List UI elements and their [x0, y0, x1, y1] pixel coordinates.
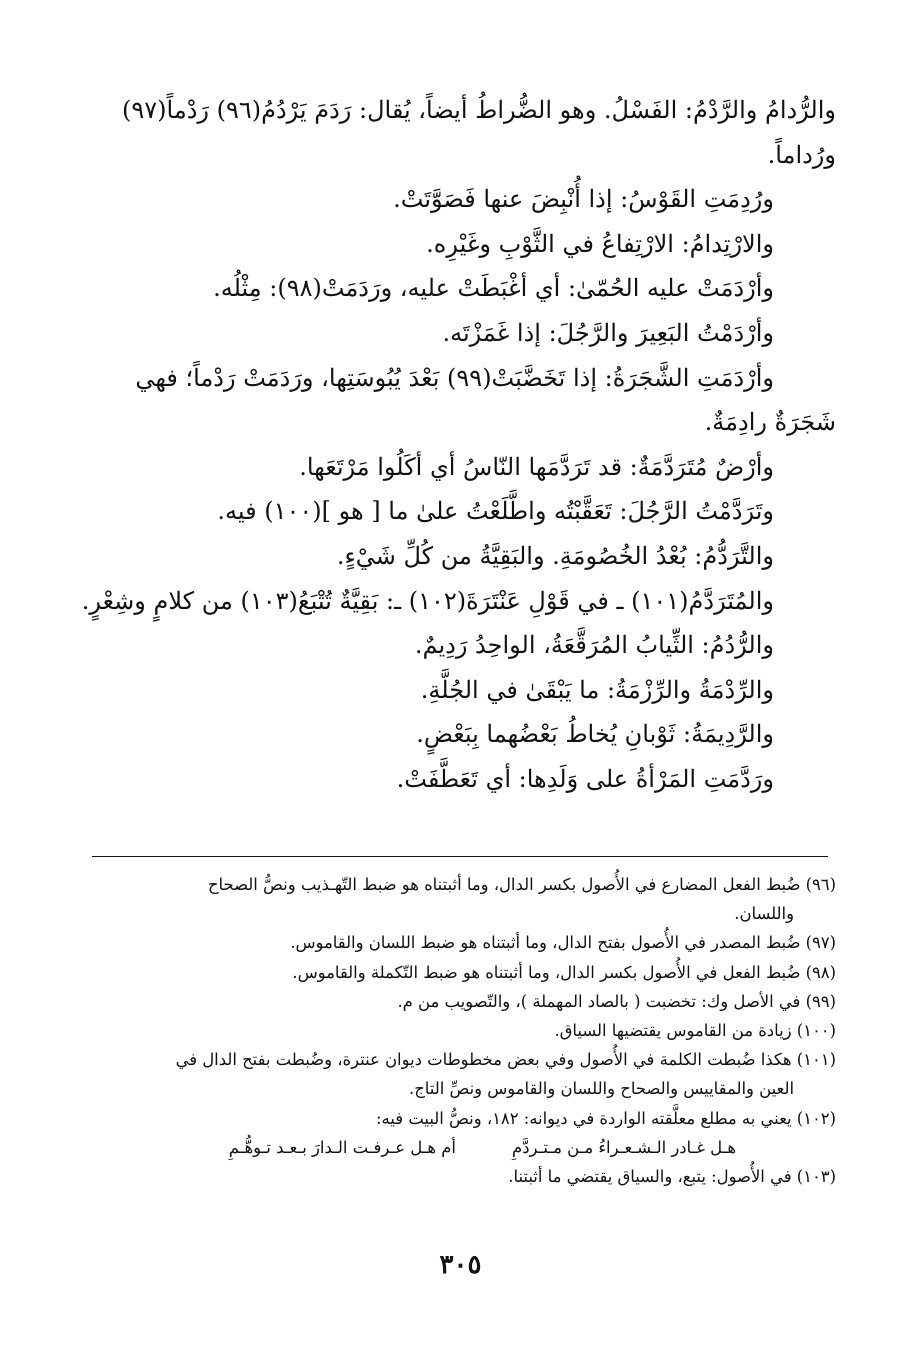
text-line: وأرْدَمْتُ البَعِيرَ والرَّجُلَ: إذا غَمَزْتَه. [442, 318, 774, 347]
footnote-99: (٩٩) في الأصل وك: تخضبت ( بالصاد المهملة )، والتّصويب من م. [397, 991, 836, 1011]
text-line: ورُدِمَتِ القَوْسُ: إذا أُنْبِضَ عنها فَصَوَّتَتْ. [393, 185, 774, 214]
text-line: وأرْدَمَتِ الشَّجَرَةُ: إذا تَخَضَّبَتْ(٩٩) بَعْدَ يُبُوسَتِها، ورَدَمَتْ رَدْماً؛ فهي [135, 363, 774, 392]
verse-first-hemistich: هـل غـادر الـشـعـراءُ مـن مـتـردَّمِ [512, 1137, 736, 1157]
page-number: ٣٠٥ [439, 1250, 482, 1280]
text-line: ورُداماً. [767, 140, 836, 169]
poem-verse [96, 1133, 836, 1162]
text-line: والرُّدامُ والرَّدْمُ: الفَسْلُ. وهو الضُّراطُ أيضاً، يُقال: رَدَمَ يَرْدُمُ(٩٦) رَدْماً(٩٧) [122, 96, 836, 124]
footnote-103: (١٠٣) في الأُصول: يتبع، والسياق يقتضي ما أثبتنا. [508, 1167, 836, 1187]
footnote-96: (٩٦) ضُبط الفعل المضارع في الأُصول بكسر الدال، وما أثبتناه هو ضبط التّهـذيب ونصُّ الصحاح [207, 875, 836, 894]
footnote-97: (٩٧) ضُبط المصدر في الأُصول بفتح الدال، وما أثبتناه هو ضبط اللسان والقاموس. [290, 933, 836, 953]
text-line: وأرْضٌ مُتَرَدَّمَةٌ: قد تَرَدَّمَها النّاسُ أي أكَلُوا مَرْتَعَها. [299, 452, 774, 481]
footnote-102: (١٠٢) يعني به مطلع معلَّقته الواردة في ديوانه: ١٨٢، ونصُّ البيت فيه: [376, 1108, 836, 1128]
text-line: وأرْدَمَتْ عليه الحُمّىٰ: أي أغْبَطَتْ عليه، ورَدَمَتْ(٩٨): مِثْلُه. [213, 274, 774, 303]
footnote-98: (٩٨) ضُبط الفعل في الأُصول بكسر الدال، وما أثبتناه هو ضبط التّكملة والقاموس. [292, 962, 836, 982]
text-line: والرِّدْمَةُ والرِّزْمَةُ: ما يَبْقَىٰ في الجُلَّةِ. [420, 675, 774, 704]
text-line: والتَّرَدُّمُ: بُعْدُ الخُصُومَةِ. والبَقِيَّةُ من كُلِّ شَيْءٍ. [336, 541, 774, 570]
text-line: شَجَرَةٌ رادِمَةٌ. [704, 408, 836, 437]
text-line: والرَّدِيمَةُ: ثَوْبانِ يُخاطُ بَعْضُهما بِبَعْضٍ. [416, 720, 774, 749]
text-line: ورَدَّمَتِ المَرْأةُ على وَلَدِها: أي تَعَطَّفَتْ. [396, 764, 774, 793]
verse-second-hemistich: أم هـل عـرفـت الـدارَ بـعـد تـوهُّـمِ [228, 1137, 456, 1157]
footnote-separator [92, 856, 828, 857]
footnote-101-continued: العين والمقاييس والصحاح واللسان والقاموس ونصِّ التاج. [409, 1079, 794, 1099]
footnote-100: (١٠٠) زيادة من القاموس يقتضيها السياق. [554, 1021, 836, 1041]
text-line: والارْتِدامُ: الارْتِفاعُ في الثَّوْبِ وغَيْرِه. [426, 229, 774, 258]
text-line: وتَرَدَّمْتُ الرَّجُلَ: تَعَقَّبْتُه واطَّلَعْتُ علىٰ ما [ هو ](١٠٠) فيه. [217, 497, 774, 526]
footnote-101: (١٠١) هكذا ضُبطت الكلمة في الأُصول وفي بعض مخطوطات ديوان عنترة، وضُبطت بفتح الدال في [175, 1050, 836, 1070]
text-line: والمُتَرَدَّمُ(١٠١) ـ في قَوْلِ عَنْتَرَةَ(١٠٢) ـ: بَقِيَّةٌ تُتْبَعُ(١٠٣) من كلامٍ وشِعْرٍ. [81, 586, 774, 615]
main-text [81, 88, 836, 802]
text-line: والرُّدُمُ: الثِّيابُ المُرَقَّعَةُ، الواحِدُ رَدِيمٌ. [414, 631, 774, 660]
footnote-96-continued: واللسان. [734, 904, 794, 924]
footnotes [96, 870, 836, 1191]
